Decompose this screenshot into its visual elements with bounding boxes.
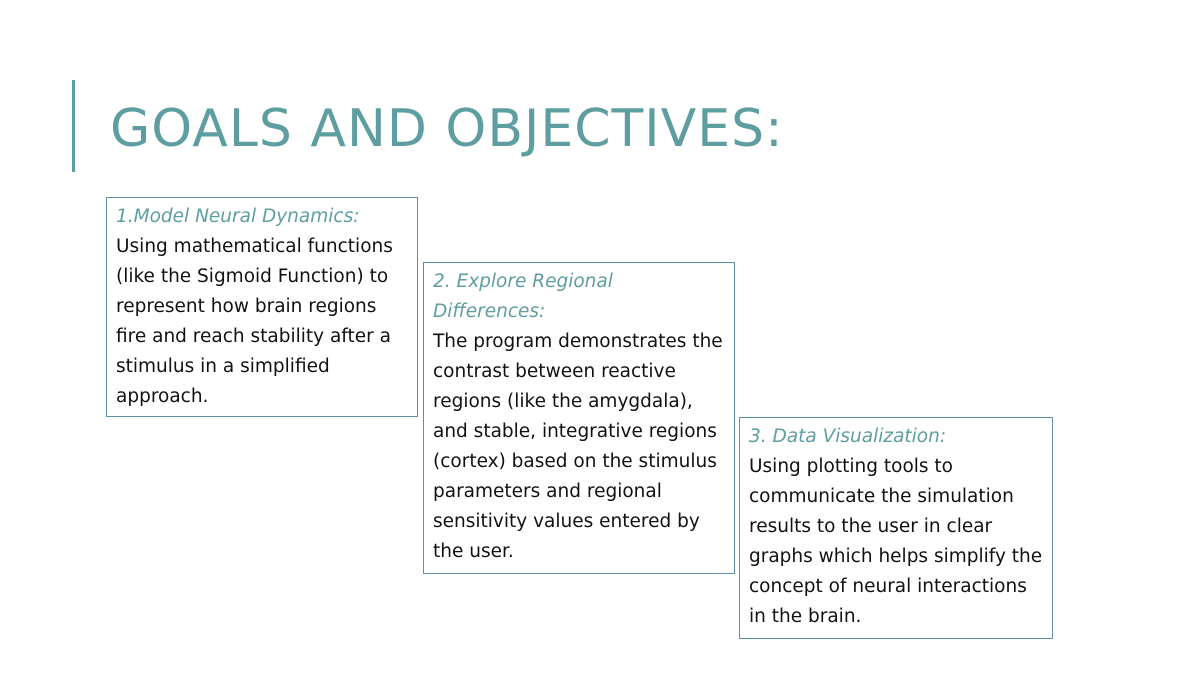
objective-body-2: The program demonstrates the contrast between reactive regions (like the amygdala), and stable, integrative regions (cortex) based on the stimulus parameters and regional sensitivity values entered by the user. (433, 331, 723, 562)
objective-heading-2: 2. Explore Regional Differences: (433, 271, 613, 322)
objective-body-3: Using plotting tools to communicate the simulation results to the user in clear graphs which helps simplify the concept of neural interactions in the brain. (749, 456, 1043, 627)
objective-body-1: Using mathematical functions (like the Sigmoid Function) to represent how brain regions fire and reach stability after a stimulus in a simplified approach. (116, 236, 393, 407)
slide-title: GOALS AND OBJECTIVES: (110, 99, 784, 159)
objective-box-1 (106, 197, 418, 417)
objective-box-3 (739, 417, 1053, 639)
title-accent-bar (72, 80, 75, 172)
objective-box-2 (423, 262, 735, 574)
objective-heading-1: 1.Model Neural Dynamics: (116, 206, 360, 227)
objective-heading-3: 3. Data Visualization: (749, 426, 947, 447)
